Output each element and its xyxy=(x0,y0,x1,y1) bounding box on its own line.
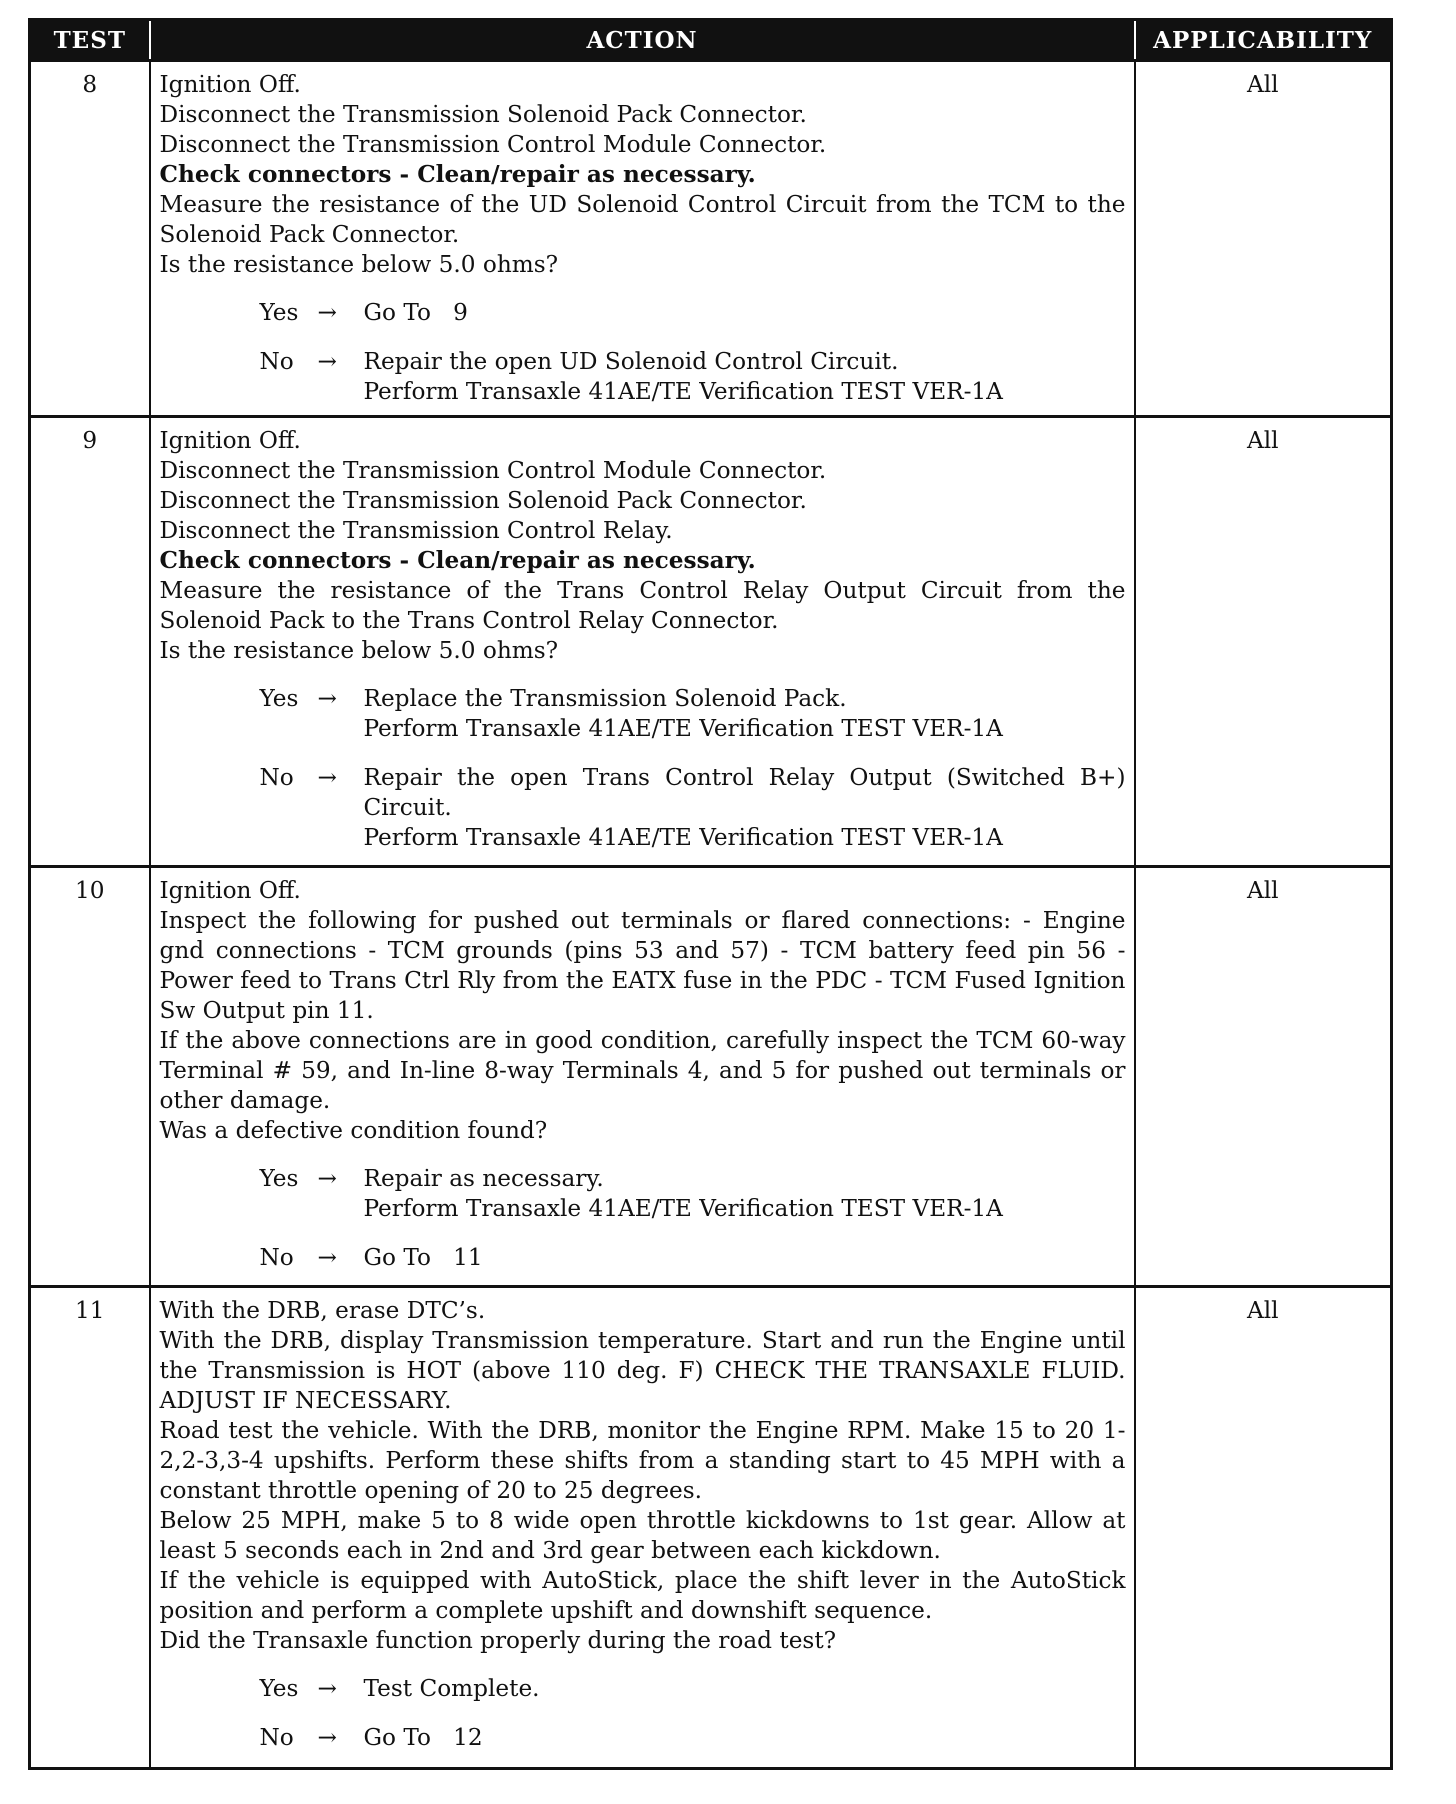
action-step: Disconnect the Transmission Control Module Connector. xyxy=(159,131,827,158)
action-step: With the DRB, erase DTC’s. xyxy=(159,1297,486,1324)
outcome-text: Perform Transaxle 41AE/TE Verification TEST VER-1A xyxy=(363,378,1003,405)
action-question: Is the resistance below 5.0 ohms? xyxy=(159,637,559,664)
action-step-emphasis: Check connectors - Clean/repair as necessary. xyxy=(159,161,756,188)
outcome-text: Replace the Transmission Solenoid Pack. xyxy=(363,685,847,712)
table-header xyxy=(30,20,1392,61)
test-number: 9 xyxy=(30,417,150,867)
action-question: Is the resistance below 5.0 ohms? xyxy=(159,251,559,278)
table-row xyxy=(30,417,1392,867)
outcome-text: Repair the open Trans Control Relay Output (Switched B+) Circuit. xyxy=(363,764,1126,821)
header-action: ACTION xyxy=(150,20,1135,61)
outcome-text: Test Complete. xyxy=(363,1675,540,1702)
action-step: If the vehicle is equipped with AutoStick, place the shift lever in the AutoStick position and perform a complete upshift and downshift sequence. xyxy=(159,1567,1126,1624)
action-step: If the above connections are in good condition, carefully inspect the TCM 60-way Terminal # 59, and In-line 8-way Terminals 4, and 5 for pushed out terminals or other damage. xyxy=(159,1027,1126,1114)
action-step-emphasis: Check connectors - Clean/repair as necessary. xyxy=(159,547,756,574)
action-cell xyxy=(150,61,1135,417)
action-step: Measure the resistance of the UD Solenoid Control Circuit from the TCM to the Solenoid Pack Connector. xyxy=(159,191,1126,248)
action-step: Disconnect the Transmission Control Module Connector. xyxy=(159,457,827,484)
action-step: Ignition Off. xyxy=(159,427,301,454)
no-outcome xyxy=(260,347,1126,407)
outcome-text: Go To 11 xyxy=(363,1244,483,1271)
outcome-text: Go To 9 xyxy=(363,299,468,326)
arrow-icon: → xyxy=(317,764,337,791)
action-step: Disconnect the Transmission Control Relay. xyxy=(159,517,673,544)
diagnostic-test-table xyxy=(28,18,1393,1770)
arrow-icon: → xyxy=(317,348,337,375)
action-step: Inspect the following for pushed out terminals or flared connections: - Engine gnd connections - TCM grounds (pins 53 and 57) - TCM battery feed pin 56 - Power feed to Trans Ctrl Rly from the EATX fuse in the PDC - TCM Fused Ignition Sw Output pin 11. xyxy=(159,907,1126,1024)
no-outcome xyxy=(260,1243,1126,1273)
arrow-icon: → xyxy=(317,299,337,326)
applicability-value: All xyxy=(1135,867,1392,1287)
arrow-icon: → xyxy=(317,1675,337,1702)
outcome-text: Repair as necessary. xyxy=(363,1165,604,1192)
test-number: 10 xyxy=(30,867,150,1287)
no-outcome xyxy=(260,763,1126,853)
arrow-icon: → xyxy=(317,685,337,712)
test-number: 11 xyxy=(30,1287,150,1769)
action-step: Below 25 MPH, make 5 to 8 wide open throttle kickdowns to 1st gear. Allow at least 5 seconds each in 2nd and 3rd gear between each kickdown. xyxy=(159,1507,1126,1564)
header-applicability: APPLICABILITY xyxy=(1135,20,1392,61)
yes-label: Yes xyxy=(259,299,299,326)
arrow-icon: → xyxy=(317,1724,337,1751)
applicability-value: All xyxy=(1135,1287,1392,1769)
action-step: Disconnect the Transmission Solenoid Pack Connector. xyxy=(159,101,807,128)
action-cell xyxy=(150,867,1135,1287)
yes-label: Yes xyxy=(259,685,299,712)
action-step: Ignition Off. xyxy=(159,877,301,904)
yes-label: Yes xyxy=(259,1675,299,1702)
action-question: Was a defective condition found? xyxy=(159,1117,548,1144)
arrow-icon: → xyxy=(317,1244,337,1271)
table-row xyxy=(30,867,1392,1287)
outcome-text: Perform Transaxle 41AE/TE Verification TEST VER-1A xyxy=(363,715,1003,742)
diagnostic-table-page xyxy=(28,18,1390,1770)
action-cell xyxy=(150,1287,1135,1769)
yes-label: Yes xyxy=(259,1165,299,1192)
outcome-text: Repair the open UD Solenoid Control Circuit. xyxy=(363,348,899,375)
outcome-text: Perform Transaxle 41AE/TE Verification TEST VER-1A xyxy=(363,824,1003,851)
outcome-text: Go To 12 xyxy=(363,1724,483,1751)
action-question: Did the Transaxle function properly during the road test? xyxy=(159,1627,837,1654)
action-step: Ignition Off. xyxy=(159,71,301,98)
action-step: Measure the resistance of the Trans Control Relay Output Circuit from the Solenoid Pack to the Trans Control Relay Connector. xyxy=(159,577,1126,634)
action-step: With the DRB, display Transmission temperature. Start and run the Engine until the Transmission is HOT (above 110 deg. F) CHECK THE TRANSAXLE FLUID. ADJUST IF NECESSARY. xyxy=(159,1327,1126,1414)
yes-outcome xyxy=(260,298,1126,328)
yes-outcome xyxy=(260,1164,1126,1224)
action-step: Disconnect the Transmission Solenoid Pack Connector. xyxy=(159,487,807,514)
no-label: No xyxy=(259,1244,294,1271)
no-outcome xyxy=(260,1723,1126,1753)
no-label: No xyxy=(259,348,294,375)
applicability-value: All xyxy=(1135,61,1392,417)
yes-outcome xyxy=(260,684,1126,744)
arrow-icon: → xyxy=(317,1165,337,1192)
no-label: No xyxy=(259,1724,294,1751)
outcome-text: Perform Transaxle 41AE/TE Verification TEST VER-1A xyxy=(363,1195,1003,1222)
yes-outcome xyxy=(260,1674,1126,1704)
header-test: TEST xyxy=(30,20,150,61)
table-row xyxy=(30,61,1392,417)
test-number: 8 xyxy=(30,61,150,417)
action-cell xyxy=(150,417,1135,867)
applicability-value: All xyxy=(1135,417,1392,867)
no-label: No xyxy=(259,764,294,791)
table-row xyxy=(30,1287,1392,1769)
action-step: Road test the vehicle. With the DRB, monitor the Engine RPM. Make 15 to 20 1-2,2-3,3-4 upshifts. Perform these shifts from a standing start to 45 MPH with a constant throttle opening of 20 to 25 degrees. xyxy=(159,1417,1126,1504)
